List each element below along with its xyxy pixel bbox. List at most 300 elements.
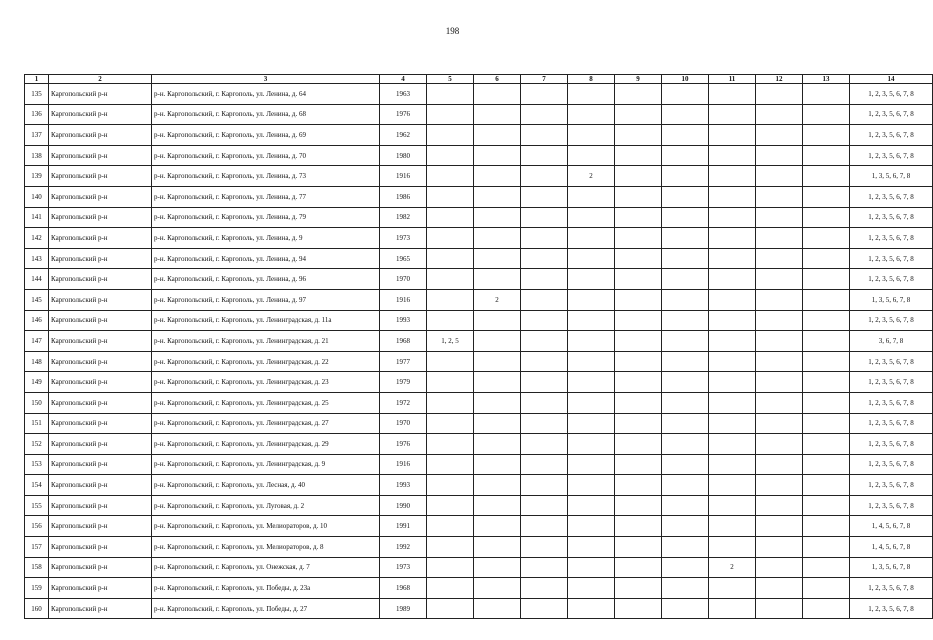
cell-col-5 [427, 495, 474, 516]
cell-col-11 [709, 434, 756, 455]
cell-col-14: 1, 2, 3, 5, 6, 7, 8 [850, 475, 933, 496]
cell-col-5 [427, 310, 474, 331]
cell-col-10 [662, 537, 709, 558]
cell-col-9 [615, 392, 662, 413]
cell-col-3: р-н. Каргопольский, г. Каргополь, ул. Ленинградская, д. 11а [152, 310, 380, 331]
cell-col-4: 1976 [380, 104, 427, 125]
cell-col-10 [662, 104, 709, 125]
cell-col-2: Каргопольский р-н [49, 413, 152, 434]
cell-col-4: 1916 [380, 166, 427, 187]
cell-col-1: 149 [25, 372, 49, 393]
cell-col-3: р-н. Каргопольский, г. Каргополь, ул. Победы, д. 23а [152, 578, 380, 599]
column-header-9: 9 [615, 75, 662, 84]
cell-col-7 [521, 557, 568, 578]
cell-col-6 [474, 84, 521, 105]
cell-col-2: Каргопольский р-н [49, 269, 152, 290]
cell-col-10 [662, 310, 709, 331]
cell-col-11 [709, 84, 756, 105]
cell-col-13 [803, 495, 850, 516]
cell-col-11 [709, 186, 756, 207]
cell-col-2: Каргопольский р-н [49, 289, 152, 310]
cell-col-10 [662, 145, 709, 166]
cell-col-7 [521, 145, 568, 166]
cell-col-6 [474, 537, 521, 558]
table-row [25, 145, 933, 166]
cell-col-3: р-н. Каргопольский, г. Каргополь, ул. Ленина, д. 68 [152, 104, 380, 125]
cell-col-12 [756, 248, 803, 269]
cell-col-11 [709, 351, 756, 372]
cell-col-7 [521, 454, 568, 475]
cell-col-2: Каргопольский р-н [49, 84, 152, 105]
cell-col-9 [615, 434, 662, 455]
cell-col-13 [803, 372, 850, 393]
cell-col-13 [803, 186, 850, 207]
cell-col-2: Каргопольский р-н [49, 454, 152, 475]
cell-col-8 [568, 372, 615, 393]
cell-col-2: Каргопольский р-н [49, 598, 152, 619]
table-row [25, 537, 933, 558]
cell-col-14: 1, 2, 3, 5, 6, 7, 8 [850, 310, 933, 331]
cell-col-2: Каргопольский р-н [49, 392, 152, 413]
cell-col-3: р-н. Каргопольский, г. Каргополь, ул. Ленинградская, д. 9 [152, 454, 380, 475]
cell-col-13 [803, 454, 850, 475]
cell-col-5 [427, 598, 474, 619]
cell-col-3: р-н. Каргопольский, г. Каргополь, ул. Ленина, д. 70 [152, 145, 380, 166]
cell-col-7 [521, 186, 568, 207]
cell-col-4: 1976 [380, 434, 427, 455]
cell-col-7 [521, 207, 568, 228]
cell-col-3: р-н. Каргопольский, г. Каргополь, ул. Ленина, д. 77 [152, 186, 380, 207]
cell-col-5 [427, 145, 474, 166]
cell-col-2: Каргопольский р-н [49, 125, 152, 146]
table-row [25, 495, 933, 516]
cell-col-4: 1982 [380, 207, 427, 228]
cell-col-13 [803, 537, 850, 558]
table-row [25, 84, 933, 105]
cell-col-5 [427, 166, 474, 187]
cell-col-9 [615, 495, 662, 516]
cell-col-6 [474, 392, 521, 413]
cell-col-7 [521, 104, 568, 125]
cell-col-9 [615, 331, 662, 352]
cell-col-14: 1, 2, 3, 5, 6, 7, 8 [850, 125, 933, 146]
cell-col-1: 144 [25, 269, 49, 290]
cell-col-9 [615, 454, 662, 475]
cell-col-10 [662, 516, 709, 537]
cell-col-9 [615, 166, 662, 187]
cell-col-10 [662, 392, 709, 413]
cell-col-3: р-н. Каргопольский, г. Каргополь, ул. Ленинградская, д. 23 [152, 372, 380, 393]
cell-col-4: 1973 [380, 228, 427, 249]
cell-col-11 [709, 228, 756, 249]
table-row [25, 248, 933, 269]
cell-col-4: 1991 [380, 516, 427, 537]
cell-col-10 [662, 434, 709, 455]
cell-col-12 [756, 269, 803, 290]
column-header-10: 10 [662, 75, 709, 84]
cell-col-5 [427, 372, 474, 393]
cell-col-6 [474, 557, 521, 578]
cell-col-12 [756, 228, 803, 249]
cell-col-9 [615, 537, 662, 558]
cell-col-1: 135 [25, 84, 49, 105]
table-row [25, 186, 933, 207]
cell-col-11 [709, 516, 756, 537]
table-row [25, 289, 933, 310]
cell-col-5 [427, 475, 474, 496]
cell-col-7 [521, 84, 568, 105]
cell-col-12 [756, 289, 803, 310]
cell-col-9 [615, 557, 662, 578]
cell-col-13 [803, 248, 850, 269]
table-row [25, 557, 933, 578]
column-header-7: 7 [521, 75, 568, 84]
cell-col-3: р-н. Каргопольский, г. Каргополь, ул. Ленина, д. 79 [152, 207, 380, 228]
cell-col-5 [427, 269, 474, 290]
cell-col-14: 1, 2, 3, 5, 6, 7, 8 [850, 372, 933, 393]
column-header-12: 12 [756, 75, 803, 84]
cell-col-14: 1, 2, 3, 5, 6, 7, 8 [850, 207, 933, 228]
cell-col-3: р-н. Каргопольский, г. Каргополь, ул. Мелиораторов, д. 8 [152, 537, 380, 558]
column-header-5: 5 [427, 75, 474, 84]
cell-col-4: 1979 [380, 372, 427, 393]
cell-col-14: 1, 4, 5, 6, 7, 8 [850, 537, 933, 558]
cell-col-8 [568, 310, 615, 331]
cell-col-3: р-н. Каргопольский, г. Каргополь, ул. Ленина, д. 97 [152, 289, 380, 310]
column-header-6: 6 [474, 75, 521, 84]
cell-col-14: 1, 2, 3, 5, 6, 7, 8 [850, 598, 933, 619]
cell-col-8 [568, 516, 615, 537]
cell-col-7 [521, 598, 568, 619]
cell-col-11 [709, 413, 756, 434]
cell-col-11 [709, 289, 756, 310]
cell-col-14: 1, 3, 5, 6, 7, 8 [850, 557, 933, 578]
cell-col-10 [662, 413, 709, 434]
cell-col-7 [521, 125, 568, 146]
cell-col-11 [709, 166, 756, 187]
cell-col-6 [474, 598, 521, 619]
cell-col-8 [568, 392, 615, 413]
cell-col-5 [427, 454, 474, 475]
cell-col-13 [803, 84, 850, 105]
cell-col-10 [662, 125, 709, 146]
cell-col-2: Каргопольский р-н [49, 248, 152, 269]
cell-col-10 [662, 289, 709, 310]
cell-col-11 [709, 392, 756, 413]
cell-col-14: 1, 2, 3, 5, 6, 7, 8 [850, 351, 933, 372]
cell-col-12 [756, 84, 803, 105]
cell-col-6 [474, 578, 521, 599]
cell-col-7 [521, 289, 568, 310]
cell-col-8 [568, 434, 615, 455]
table-row [25, 516, 933, 537]
cell-col-13 [803, 392, 850, 413]
cell-col-11 [709, 125, 756, 146]
cell-col-7 [521, 166, 568, 187]
cell-col-11 [709, 578, 756, 599]
cell-col-4: 1916 [380, 454, 427, 475]
cell-col-14: 1, 2, 3, 5, 6, 7, 8 [850, 248, 933, 269]
table-row [25, 331, 933, 352]
table-row [25, 392, 933, 413]
cell-col-8 [568, 331, 615, 352]
cell-col-14: 1, 2, 3, 5, 6, 7, 8 [850, 145, 933, 166]
cell-col-7 [521, 475, 568, 496]
cell-col-10 [662, 578, 709, 599]
cell-col-10 [662, 557, 709, 578]
cell-col-1: 137 [25, 125, 49, 146]
cell-col-13 [803, 413, 850, 434]
cell-col-1: 142 [25, 228, 49, 249]
cell-col-7 [521, 269, 568, 290]
cell-col-2: Каргопольский р-н [49, 495, 152, 516]
table-row [25, 125, 933, 146]
table-row [25, 454, 933, 475]
cell-col-1: 156 [25, 516, 49, 537]
cell-col-12 [756, 578, 803, 599]
cell-col-1: 148 [25, 351, 49, 372]
cell-col-8 [568, 104, 615, 125]
cell-col-3: р-н. Каргопольский, г. Каргополь, ул. Луговая, д. 2 [152, 495, 380, 516]
cell-col-4: 1977 [380, 351, 427, 372]
cell-col-2: Каргопольский р-н [49, 186, 152, 207]
cell-col-9 [615, 84, 662, 105]
cell-col-11 [709, 269, 756, 290]
cell-col-9 [615, 228, 662, 249]
cell-col-1: 139 [25, 166, 49, 187]
cell-col-3: р-н. Каргопольский, г. Каргополь, ул. Онежская, д. 7 [152, 557, 380, 578]
cell-col-3: р-н. Каргопольский, г. Каргополь, ул. Ленинградская, д. 27 [152, 413, 380, 434]
cell-col-14: 1, 2, 3, 5, 6, 7, 8 [850, 495, 933, 516]
cell-col-2: Каргопольский р-н [49, 516, 152, 537]
cell-col-5 [427, 228, 474, 249]
cell-col-4: 1986 [380, 186, 427, 207]
cell-col-3: р-н. Каргопольский, г. Каргополь, ул. Ленинградская, д. 22 [152, 351, 380, 372]
cell-col-10 [662, 454, 709, 475]
cell-col-14: 1, 2, 3, 5, 6, 7, 8 [850, 269, 933, 290]
cell-col-6 [474, 516, 521, 537]
cell-col-12 [756, 125, 803, 146]
column-header-8: 8 [568, 75, 615, 84]
cell-col-6 [474, 166, 521, 187]
table-row [25, 475, 933, 496]
cell-col-9 [615, 372, 662, 393]
cell-col-6 [474, 104, 521, 125]
cell-col-7 [521, 248, 568, 269]
cell-col-12 [756, 454, 803, 475]
cell-col-6 [474, 434, 521, 455]
cell-col-11 [709, 454, 756, 475]
cell-col-14: 1, 2, 3, 5, 6, 7, 8 [850, 434, 933, 455]
cell-col-1: 136 [25, 104, 49, 125]
cell-col-9 [615, 310, 662, 331]
cell-col-13 [803, 434, 850, 455]
cell-col-7 [521, 392, 568, 413]
cell-col-4: 1970 [380, 269, 427, 290]
cell-col-12 [756, 145, 803, 166]
cell-col-8 [568, 537, 615, 558]
cell-col-7 [521, 331, 568, 352]
cell-col-13 [803, 166, 850, 187]
cell-col-9 [615, 125, 662, 146]
cell-col-10 [662, 495, 709, 516]
cell-col-11 [709, 537, 756, 558]
cell-col-11 [709, 310, 756, 331]
cell-col-1: 153 [25, 454, 49, 475]
cell-col-13 [803, 351, 850, 372]
cell-col-10 [662, 228, 709, 249]
cell-col-6 [474, 269, 521, 290]
cell-col-9 [615, 145, 662, 166]
cell-col-2: Каргопольский р-н [49, 578, 152, 599]
cell-col-8: 2 [568, 166, 615, 187]
cell-col-6 [474, 228, 521, 249]
cell-col-7 [521, 413, 568, 434]
cell-col-2: Каргопольский р-н [49, 310, 152, 331]
cell-col-4: 1990 [380, 495, 427, 516]
cell-col-8 [568, 125, 615, 146]
table-row [25, 228, 933, 249]
table-row [25, 434, 933, 455]
cell-col-6 [474, 454, 521, 475]
cell-col-1: 152 [25, 434, 49, 455]
cell-col-6 [474, 413, 521, 434]
cell-col-9 [615, 413, 662, 434]
cell-col-10 [662, 598, 709, 619]
cell-col-6 [474, 207, 521, 228]
cell-col-1: 145 [25, 289, 49, 310]
cell-col-10 [662, 269, 709, 290]
cell-col-14: 3, 6, 7, 8 [850, 331, 933, 352]
cell-col-9 [615, 598, 662, 619]
cell-col-8 [568, 248, 615, 269]
cell-col-7 [521, 495, 568, 516]
cell-col-4: 1992 [380, 537, 427, 558]
cell-col-5 [427, 578, 474, 599]
cell-col-2: Каргопольский р-н [49, 557, 152, 578]
cell-col-5 [427, 392, 474, 413]
cell-col-13 [803, 598, 850, 619]
cell-col-11 [709, 495, 756, 516]
cell-col-1: 141 [25, 207, 49, 228]
cell-col-6 [474, 331, 521, 352]
cell-col-8 [568, 289, 615, 310]
cell-col-2: Каргопольский р-н [49, 537, 152, 558]
cell-col-4: 1980 [380, 145, 427, 166]
cell-col-8 [568, 351, 615, 372]
cell-col-5 [427, 413, 474, 434]
cell-col-10 [662, 207, 709, 228]
cell-col-6: 2 [474, 289, 521, 310]
table-row [25, 166, 933, 187]
cell-col-11: 2 [709, 557, 756, 578]
cell-col-11 [709, 104, 756, 125]
cell-col-12 [756, 537, 803, 558]
table-body [25, 84, 933, 619]
cell-col-12 [756, 331, 803, 352]
cell-col-13 [803, 289, 850, 310]
cell-col-5 [427, 516, 474, 537]
cell-col-9 [615, 269, 662, 290]
cell-col-13 [803, 125, 850, 146]
cell-col-1: 155 [25, 495, 49, 516]
cell-col-4: 1970 [380, 413, 427, 434]
cell-col-12 [756, 495, 803, 516]
cell-col-13 [803, 331, 850, 352]
cell-col-12 [756, 104, 803, 125]
cell-col-8 [568, 228, 615, 249]
cell-col-5 [427, 351, 474, 372]
cell-col-14: 1, 2, 3, 5, 6, 7, 8 [850, 186, 933, 207]
cell-col-4: 1989 [380, 598, 427, 619]
cell-col-12 [756, 207, 803, 228]
cell-col-2: Каргопольский р-н [49, 104, 152, 125]
cell-col-3: р-н. Каргопольский, г. Каргополь, ул. Ленина, д. 94 [152, 248, 380, 269]
cell-col-11 [709, 475, 756, 496]
cell-col-4: 1973 [380, 557, 427, 578]
cell-col-11 [709, 598, 756, 619]
cell-col-12 [756, 166, 803, 187]
cell-col-12 [756, 598, 803, 619]
header-row [25, 75, 933, 84]
cell-col-14: 1, 2, 3, 5, 6, 7, 8 [850, 454, 933, 475]
cell-col-4: 1968 [380, 578, 427, 599]
table-row [25, 310, 933, 331]
cell-col-2: Каргопольский р-н [49, 372, 152, 393]
cell-col-9 [615, 104, 662, 125]
cell-col-1: 160 [25, 598, 49, 619]
cell-col-10 [662, 84, 709, 105]
cell-col-14: 1, 3, 5, 6, 7, 8 [850, 166, 933, 187]
cell-col-14: 1, 2, 3, 5, 6, 7, 8 [850, 84, 933, 105]
cell-col-3: р-н. Каргопольский, г. Каргополь, ул. Ленина, д. 96 [152, 269, 380, 290]
cell-col-9 [615, 289, 662, 310]
cell-col-1: 157 [25, 537, 49, 558]
cell-col-9 [615, 578, 662, 599]
cell-col-9 [615, 186, 662, 207]
cell-col-13 [803, 557, 850, 578]
cell-col-10 [662, 372, 709, 393]
table-row [25, 351, 933, 372]
cell-col-4: 1962 [380, 125, 427, 146]
cell-col-3: р-н. Каргопольский, г. Каргополь, ул. Ленина, д. 9 [152, 228, 380, 249]
cell-col-8 [568, 413, 615, 434]
cell-col-11 [709, 145, 756, 166]
cell-col-1: 159 [25, 578, 49, 599]
cell-col-12 [756, 557, 803, 578]
cell-col-8 [568, 186, 615, 207]
cell-col-12 [756, 392, 803, 413]
cell-col-6 [474, 310, 521, 331]
cell-col-3: р-н. Каргопольский, г. Каргополь, ул. Ленинградская, д. 29 [152, 434, 380, 455]
cell-col-6 [474, 495, 521, 516]
cell-col-11 [709, 331, 756, 352]
cell-col-3: р-н. Каргопольский, г. Каргополь, ул. Лесная, д. 40 [152, 475, 380, 496]
cell-col-14: 1, 2, 3, 5, 6, 7, 8 [850, 578, 933, 599]
cell-col-3: р-н. Каргопольский, г. Каргополь, ул. Ленина, д. 69 [152, 125, 380, 146]
cell-col-2: Каргопольский р-н [49, 166, 152, 187]
cell-col-12 [756, 310, 803, 331]
cell-col-2: Каргопольский р-н [49, 434, 152, 455]
cell-col-13 [803, 475, 850, 496]
cell-col-14: 1, 3, 5, 6, 7, 8 [850, 289, 933, 310]
cell-col-5: 1, 2, 5 [427, 331, 474, 352]
cell-col-6 [474, 248, 521, 269]
cell-col-6 [474, 145, 521, 166]
column-header-11: 11 [709, 75, 756, 84]
cell-col-1: 138 [25, 145, 49, 166]
cell-col-1: 151 [25, 413, 49, 434]
